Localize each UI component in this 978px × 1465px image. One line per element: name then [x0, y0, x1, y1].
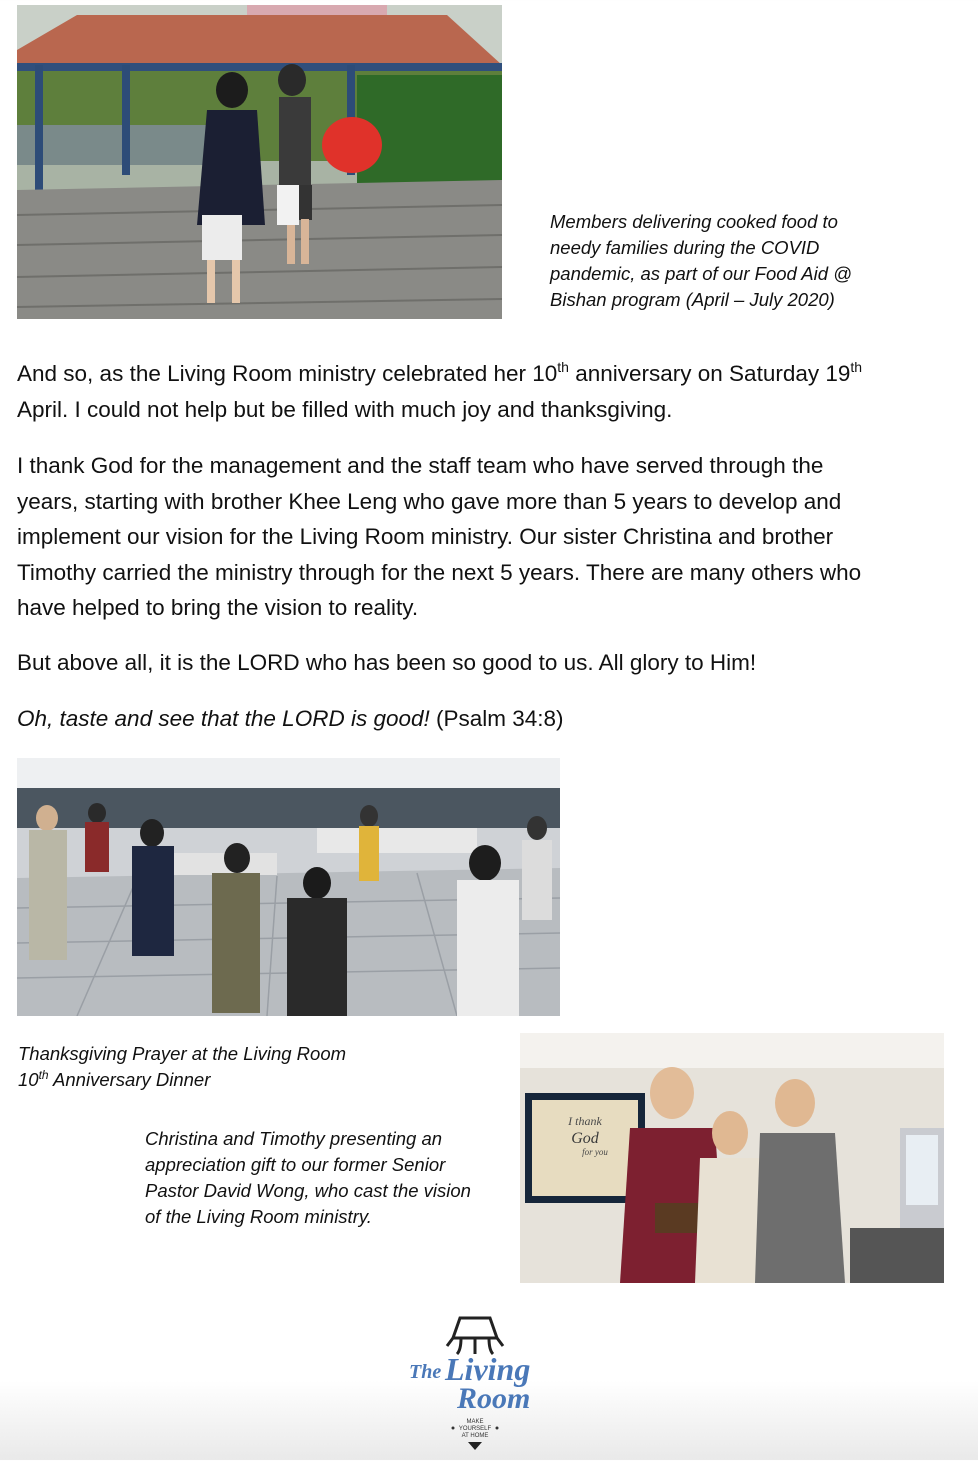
superscript: th	[850, 359, 863, 375]
lamp-icon	[447, 1318, 503, 1354]
text: anniversary on Saturday 19	[568, 361, 851, 386]
prayer-photo	[17, 758, 560, 1016]
logo-tagline: MAKE	[466, 1419, 484, 1425]
food-aid-caption	[550, 209, 910, 313]
verse-text: Oh, taste and see that the LORD is good!	[17, 706, 430, 731]
text: And so, as the Living Room ministry celebrated her 10	[17, 361, 558, 386]
text-line: Timothy carried the ministry through for the next 5 years. There are many others who	[17, 559, 862, 585]
sign-text: I thank	[568, 1114, 602, 1128]
text-line: But above all, it is the LORD who has been so good to us. All glory to Him!	[17, 650, 757, 675]
sign-text: God	[571, 1130, 599, 1147]
text-line: have helped to bring the vision to reality.	[17, 595, 419, 620]
text: April. I could not help but be filled with much joy and thanksgiving.	[17, 396, 673, 422]
superscript: th	[557, 359, 569, 375]
caption-line: appreciation gift to our former Senior	[145, 1154, 446, 1175]
text-line: years, starting with brother Khee Leng who gave more than 5 years to develop and	[17, 488, 842, 514]
logo-text-the: The	[409, 1361, 442, 1383]
logo-tagline: YOURSELF	[458, 1426, 492, 1432]
text-line: I thank God for the management and the staff team who have served through the	[17, 453, 824, 478]
caption-line: of the Living Room ministry.	[145, 1206, 372, 1227]
caption-text: Anniversary Dinner	[48, 1069, 211, 1090]
caption-line: Bishan program (April – July 2020)	[550, 289, 835, 310]
caption-line: Christina and Timothy presenting an	[145, 1128, 443, 1149]
superscript: th	[38, 1068, 49, 1082]
living-room-logo	[395, 1310, 555, 1460]
caption-text: 10	[18, 1069, 39, 1090]
logo-text-living: Living	[445, 1351, 531, 1387]
food-aid-photo	[17, 5, 502, 319]
logo-base-icon	[468, 1442, 482, 1450]
caption-line: Members delivering cooked food to	[550, 211, 838, 232]
paragraph-anniversary	[17, 356, 957, 427]
paragraph-glory	[17, 645, 957, 681]
caption-line: pandemic, as part of our Food Aid @	[550, 263, 852, 284]
paragraph-thanks	[17, 448, 957, 626]
verse-reference: (Psalm 34:8)	[429, 706, 564, 731]
paragraph-verse	[17, 701, 957, 737]
caption-line: Pastor David Wong, who cast the vision	[145, 1180, 471, 1201]
caption-line: Thanksgiving Prayer at the Living Room	[18, 1043, 347, 1064]
caption-line: needy families during the COVID	[550, 237, 820, 258]
logo-tagline: AT HOME	[461, 1433, 489, 1439]
prayer-caption	[18, 1041, 438, 1093]
logo-text-room: Room	[457, 1382, 531, 1415]
gift-photo	[520, 1033, 944, 1283]
text-line: implement our vision for the Living Room ministry. Our sister Christina and brother	[17, 524, 834, 549]
gift-caption	[145, 1126, 505, 1230]
sign-text: for you	[582, 1147, 608, 1157]
